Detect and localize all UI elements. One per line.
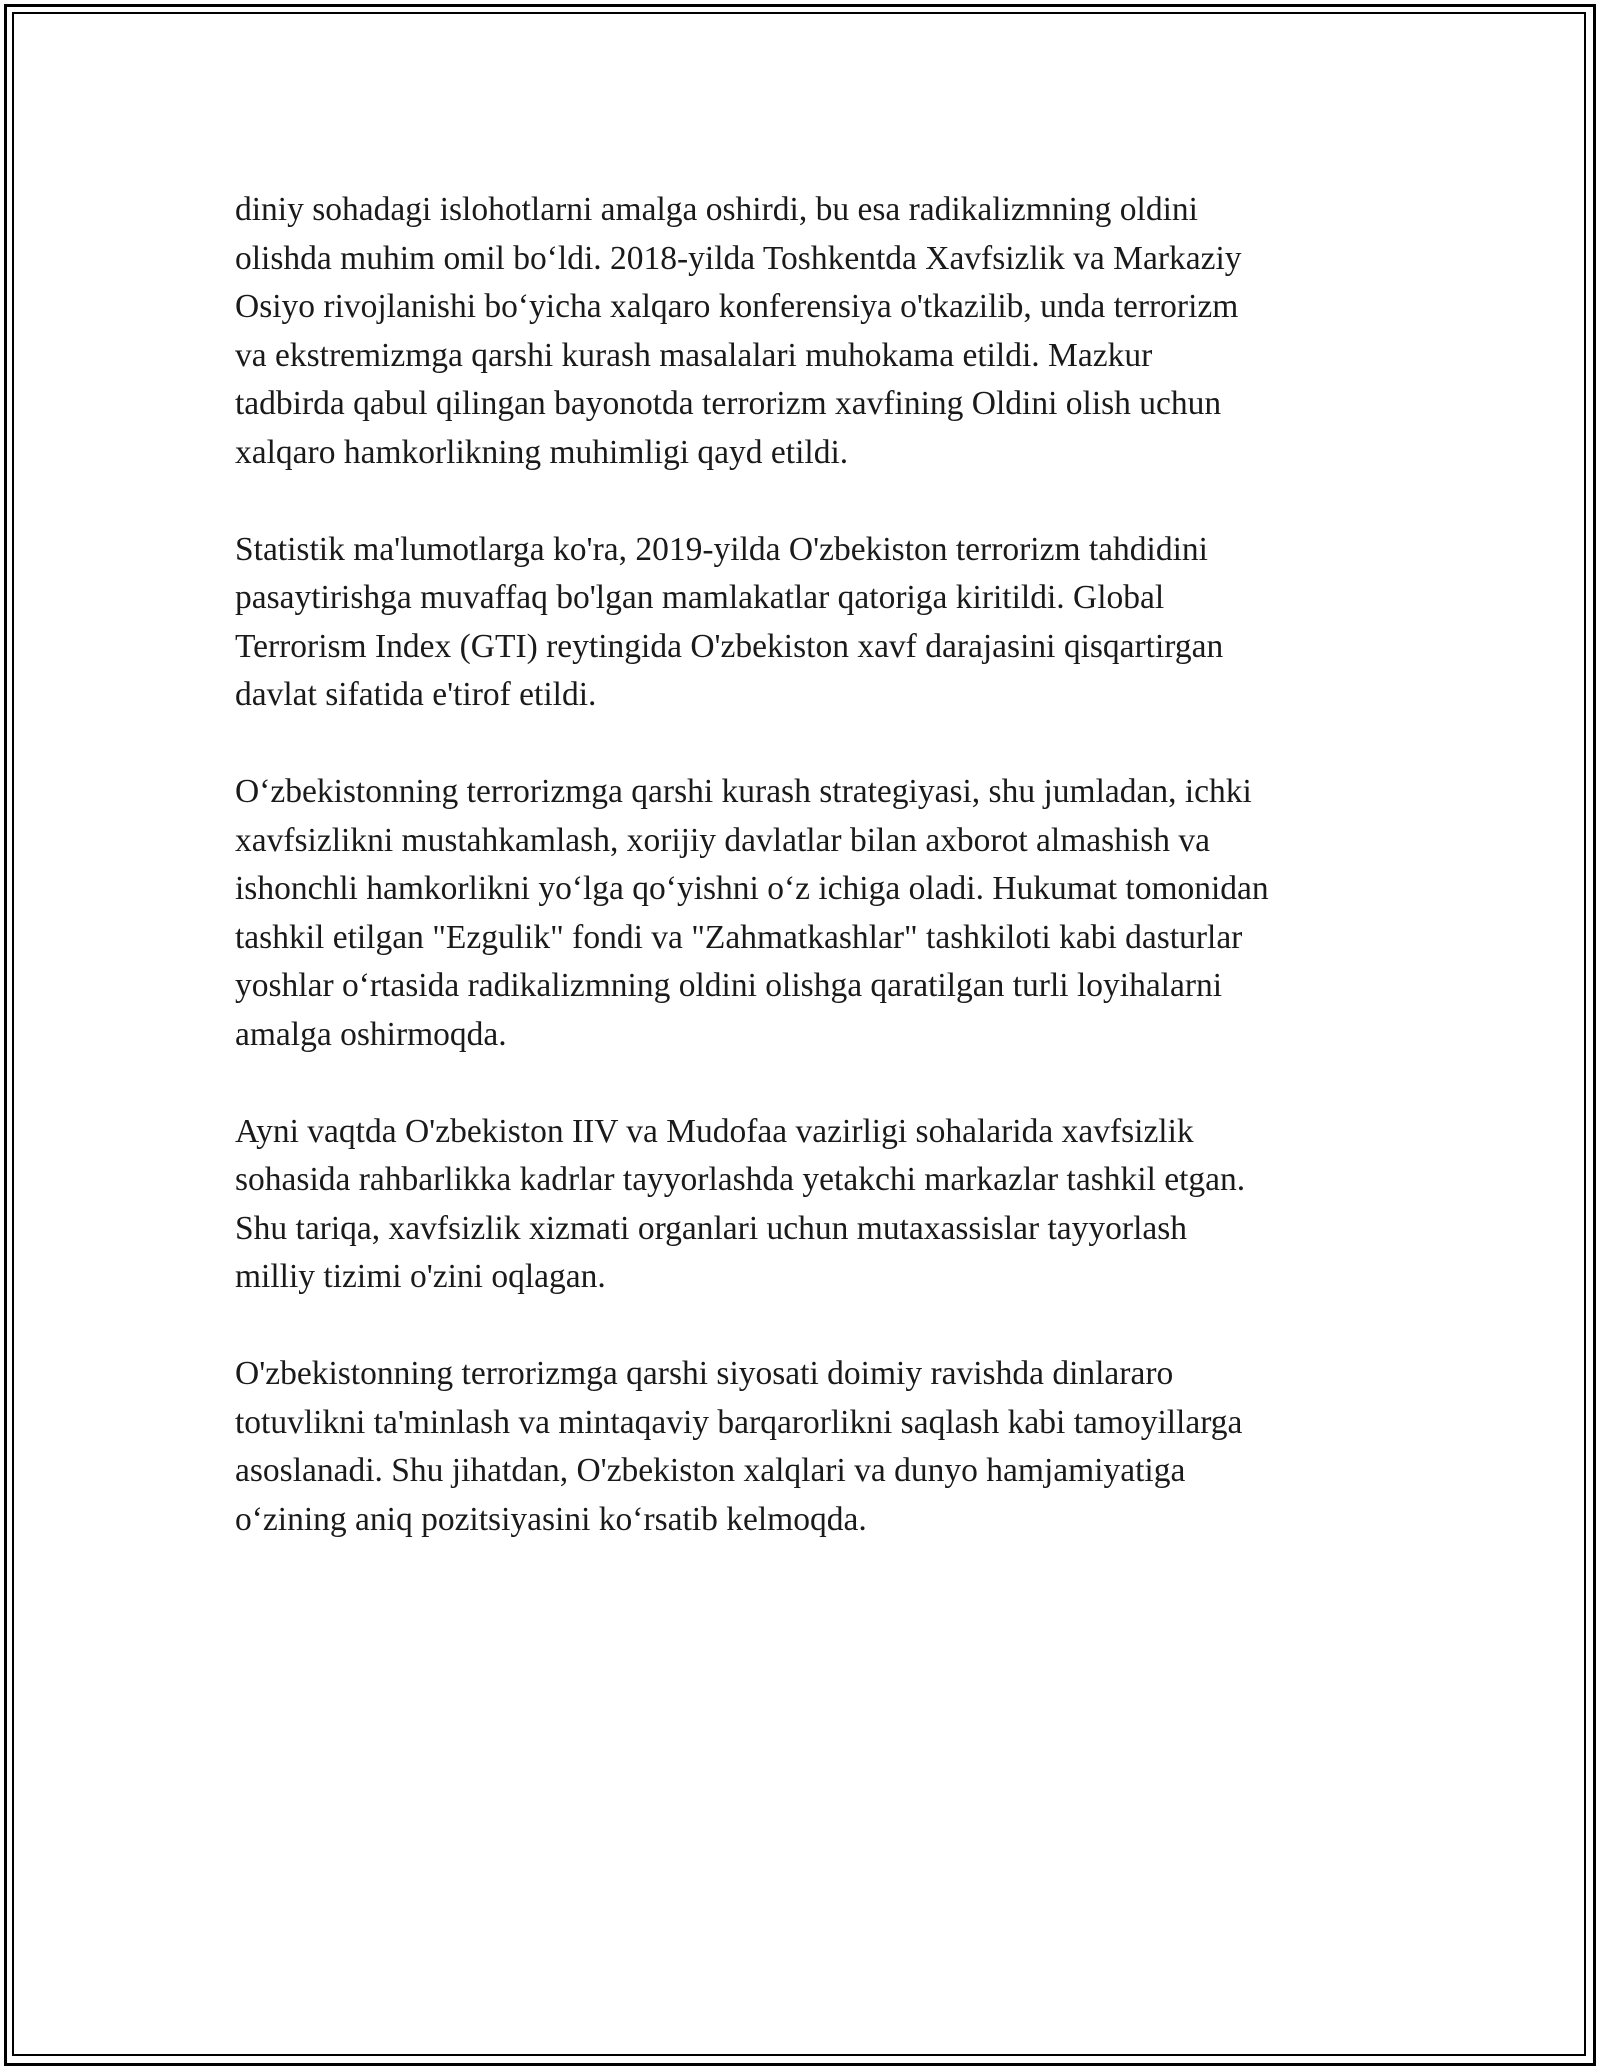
document-body	[235, 186, 1385, 1593]
paragraph-1: diniy sohadagi islohotlarni amalga oshirdi, bu esa radikalizmning oldini olishda muhim omil boʻldi. 2018-yilda Toshkentda Xavfsizlik va Markaziy Osiyo rivojlanishi boʻyicha xalqaro konferensiya o'tkazilib, unda terrorizm va ekstremizmga qarshi kurash masalalari muhokama etildi. Mazkur tadbirda qabul qilingan bayonotda terrorizm xavfining Oldini olish uchun xalqaro hamkorlikning muhimligi qayd etildi.	[235, 191, 1242, 471]
paragraph-4: Ayni vaqtda O'zbekiston IIV va Mudofaa vazirligi sohalarida xavfsizlik sohasida rahbarlikka kadrlar tayyorlashda yetakchi markazlar tashkil etgan. Shu tariqa, xavfsizlik xizmati organlari uchun mutaxassislar tayyorlash milliy tizimi o'zini oqlagan.	[235, 1112, 1246, 1295]
paragraph-3: Oʻzbekistonning terrorizmga qarshi kurash strategiyasi, shu jumladan, ichki xavfsizlikni mustahkamlash, xorijiy davlatlar bilan axborot almashish va ishonchli hamkorlikni yoʻlga qoʻyishni oʻz ichiga oladi. Hukumat tomonidan tashkil etilgan "Ezgulik" fondi va "Zahmatkashlar" tashkiloti kabi dasturlar yoshlar oʻrtasida radikalizmning oldini olishga qaratilgan turli loyihalarni amalga oshirmoqda.	[235, 773, 1269, 1053]
paragraph-2: Statistik ma'lumotlarga ko'ra, 2019-yilda O'zbekiston terrorizm tahdidini pasaytirishga muvaffaq bo'lgan mamlakatlar qatoriga kiritildi. Global Terrorism Index (GTI) reytingida O'zbekiston xavf darajasini qisqartirgan davlat sifatida e'tirof etildi.	[235, 530, 1224, 713]
paragraph-5: O'zbekistonning terrorizmga qarshi siyosati doimiy ravishda dinlararo totuvlikni ta'minlash va mintaqaviy barqarorlikni saqlash kabi tamoyillarga asoslanadi. Shu jihatdan, O'zbekiston xalqlari va dunyo hamjamiyatiga oʻzining aniq pozitsiyasini koʻrsatib kelmoqda.	[235, 1355, 1243, 1538]
